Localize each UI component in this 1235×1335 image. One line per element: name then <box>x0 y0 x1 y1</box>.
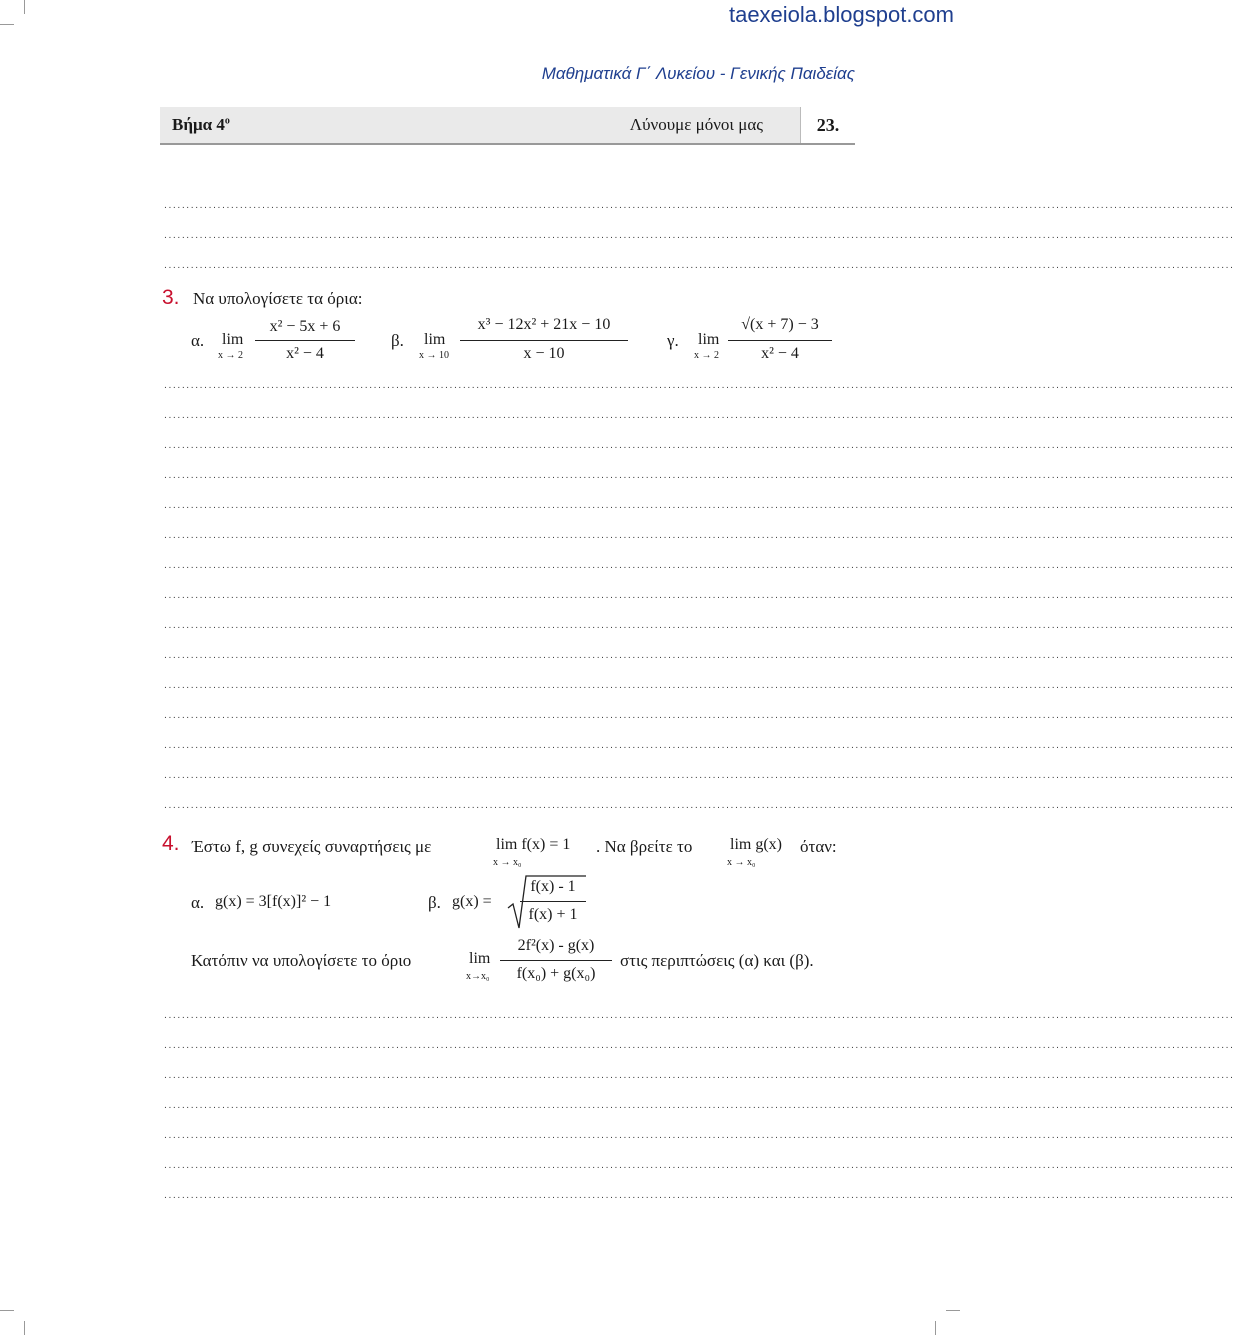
answer-line: ................................................................................................................................................................................................................................................ <box>164 591 1235 601</box>
q3c-lim: lim <box>698 331 720 348</box>
fraction-bar <box>500 960 612 961</box>
q4a-label: α. <box>191 893 205 912</box>
q3a-label: α. <box>191 331 205 350</box>
q4-then-numerator: 2f²(x) - g(x) <box>517 937 595 954</box>
q3a-numerator: x² − 5x + 6 <box>269 318 341 335</box>
answer-line: ................................................................................................................................................................................................................................................ <box>164 681 1235 691</box>
q4-then-sub: x→x₀ <box>466 971 490 982</box>
q3c-sub: x → 2 <box>694 350 719 361</box>
step-label: Βήμα $4^o$ <box>172 115 230 134</box>
q4-then-text: Κατόπιν να υπολογίσετε το όριο <box>191 951 412 970</box>
answer-line: ................................................................................................................................................................................................................................................ <box>164 501 1235 511</box>
fraction-bar <box>255 340 355 341</box>
q3c-denominator: x² − 4 <box>761 345 799 362</box>
answer-line: ................................................................................................................................................................................................................................................ <box>164 1131 1235 1141</box>
question-3-prompt: Να υπολογίσετε τα όρια: <box>193 289 363 308</box>
page-band <box>160 107 855 145</box>
q3b-denominator: x − 10 <box>523 345 565 362</box>
answer-line: ................................................................................................................................................................................................................................................ <box>164 261 1235 271</box>
answer-line: ................................................................................................................................................................................................................................................ <box>164 1041 1235 1051</box>
q4-lim-2: lim g(x) <box>730 836 782 853</box>
q3c-label: γ. <box>667 331 679 350</box>
question-4-number: 4. <box>162 832 180 855</box>
q3b-sub: x → 10 <box>419 350 449 361</box>
answer-line: ................................................................................................................................................................................................................................................ <box>164 531 1235 541</box>
q4-then-tail: στις περιπτώσεις (α) και (β). <box>620 951 814 970</box>
answer-line: ................................................................................................................................................................................................................................................ <box>164 1011 1235 1021</box>
q4b-label: β. <box>428 893 441 912</box>
crop-mark <box>946 1310 960 1311</box>
answer-line: ................................................................................................................................................................................................................................................ <box>164 741 1235 751</box>
q3b-lim: lim <box>424 331 446 348</box>
crop-mark <box>0 1310 14 1311</box>
q3b-numerator: x³ − 12x² + 21x − 10 <box>477 316 611 333</box>
answer-line: ................................................................................................................................................................................................................................................ <box>164 201 1235 211</box>
q4-lim-2-sub: x → x₀ <box>727 857 756 868</box>
q4-then-denominator: f(x₀) + g(x₀) <box>516 965 596 982</box>
site-url[interactable]: taexeiola.blogspot.com <box>728 2 954 27</box>
q3c-numerator: √(x + 7) − 3 <box>741 316 819 333</box>
answer-line: ................................................................................................................................................................................................................................................ <box>164 1071 1235 1081</box>
q4-lim-1-sub: x → x₀ <box>493 857 522 868</box>
q4-lim-1: lim f(x) = 1 <box>496 836 571 853</box>
answer-line: ................................................................................................................................................................................................................................................ <box>164 651 1235 661</box>
q4-text-3: όταν: <box>800 837 837 856</box>
q3b-label: β. <box>391 331 404 350</box>
answer-line: ................................................................................................................................................................................................................................................ <box>164 231 1235 241</box>
q3a-sub: x → 2 <box>218 350 243 361</box>
answer-line: ................................................................................................................................................................................................................................................ <box>164 621 1235 631</box>
answer-line: ................................................................................................................................................................................................................................................ <box>164 561 1235 571</box>
answer-line: ................................................................................................................................................................................................................................................ <box>164 471 1235 481</box>
q4-then-lim: lim <box>469 950 491 967</box>
answer-line: ................................................................................................................................................................................................................................................ <box>164 1161 1235 1171</box>
crop-mark <box>0 24 14 25</box>
crop-mark <box>24 0 25 14</box>
answer-line: ................................................................................................................................................................................................................................................ <box>164 711 1235 721</box>
answer-line: ................................................................................................................................................................................................................................................ <box>164 771 1235 781</box>
crop-mark <box>935 1321 936 1335</box>
fraction-bar <box>520 901 586 902</box>
subject-title: Μαθηματικά Γ΄ Λυκείου - Γενικής Παιδείας <box>541 64 855 83</box>
answer-line: ................................................................................................................................................................................................................................................ <box>164 441 1235 451</box>
page-number: 23. <box>800 107 855 143</box>
answer-line: ................................................................................................................................................................................................................................................ <box>164 801 1235 811</box>
q4-text-1: Έστω f, g συνεχείς συναρτήσεις με <box>192 837 432 856</box>
q4a-expression: g(x) = 3[f(x)]² − 1 <box>215 893 332 910</box>
q4b-lhs: g(x) = <box>452 893 492 910</box>
q4b-denominator: f(x) + 1 <box>528 906 578 923</box>
answer-line: ................................................................................................................................................................................................................................................ <box>164 381 1235 391</box>
q3a-denominator: x² − 4 <box>286 345 324 362</box>
answer-line: ................................................................................................................................................................................................................................................ <box>164 1191 1235 1201</box>
fraction-bar <box>460 340 628 341</box>
q3a-lim: lim <box>222 331 244 348</box>
motto: Λύνουμε μόνοι μας <box>629 115 763 134</box>
q4b-numerator: f(x) - 1 <box>530 878 576 895</box>
q4-text-2: . Να βρείτε το <box>596 837 693 856</box>
answer-line: ................................................................................................................................................................................................................................................ <box>164 1101 1235 1111</box>
crop-mark <box>24 1321 25 1335</box>
fraction-bar <box>728 340 832 341</box>
question-3-number: 3. <box>162 286 180 309</box>
answer-line: ................................................................................................................................................................................................................................................ <box>164 411 1235 421</box>
